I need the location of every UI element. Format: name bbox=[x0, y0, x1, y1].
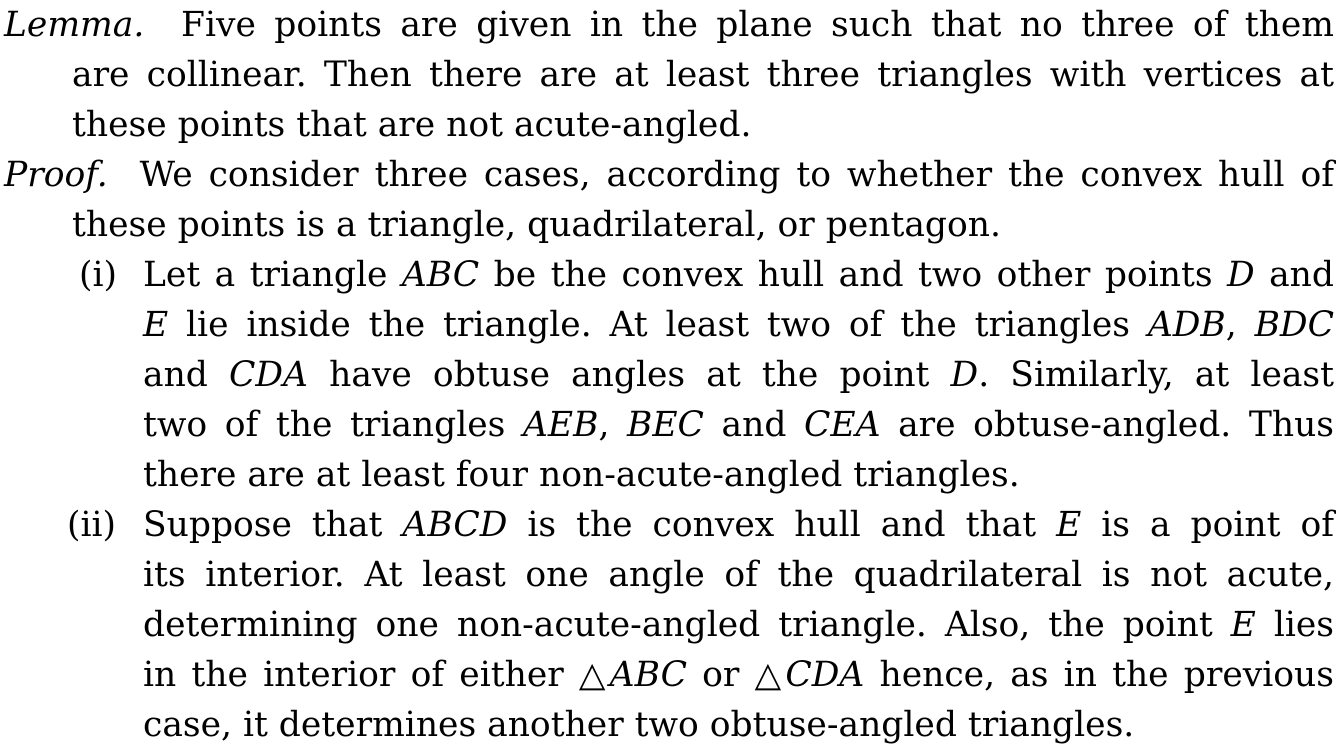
proof-text-1: We consider three cases, according to whether the convex hull of bbox=[139, 155, 1334, 195]
case-ii-text: or bbox=[686, 655, 755, 695]
case-i-text: there are at least four non-acute-angled triangles. bbox=[143, 455, 1020, 495]
case-ii-text: is a point of bbox=[1081, 505, 1334, 545]
case-i-text: and bbox=[703, 405, 804, 445]
case-i-text: lie inside the triangle. At least two of the triangles bbox=[168, 305, 1148, 345]
lemma-line-2 bbox=[72, 50, 1334, 100]
math-adb: ADB bbox=[1147, 305, 1226, 345]
case-i-text: two of the triangles bbox=[143, 405, 523, 445]
triangle-symbol: △ bbox=[754, 655, 786, 695]
proof-text-2: these points is a triangle, quadrilateral, or pentagon. bbox=[72, 205, 1001, 245]
case-ii-line-3 bbox=[143, 600, 1334, 650]
math-abc: ABC bbox=[609, 655, 687, 695]
lemma-line-1 bbox=[4, 0, 1334, 50]
math-e: E bbox=[143, 305, 169, 345]
case-i-label: (i) bbox=[79, 255, 117, 295]
case-ii-label: (ii) bbox=[67, 505, 116, 545]
case-ii-text: lies bbox=[1255, 605, 1335, 645]
case-i-text: have obtuse angles at the point bbox=[307, 355, 951, 395]
case-i-line-5 bbox=[143, 450, 1334, 500]
case-i-line-2 bbox=[143, 300, 1334, 350]
case-i-text: Let a triangle bbox=[143, 255, 402, 295]
case-i-text: , bbox=[1225, 305, 1255, 345]
proof-line-1 bbox=[4, 150, 1334, 200]
case-i-line-1 bbox=[143, 250, 1334, 300]
case-ii-line-2 bbox=[143, 550, 1334, 600]
math-aeb: AEB bbox=[522, 405, 599, 445]
case-i-text: . Similarly, at least bbox=[978, 355, 1334, 395]
case-i-text: be the convex hull and two other points bbox=[479, 255, 1227, 295]
case-ii-line-5 bbox=[143, 700, 1334, 750]
lemma-text-1: Five points are given in the plane such that no three of them bbox=[181, 5, 1335, 45]
case-i-line-3 bbox=[143, 350, 1334, 400]
math-abcd: ABCD bbox=[402, 505, 508, 545]
case-i-text: and bbox=[1254, 255, 1334, 295]
math-cea: CEA bbox=[804, 405, 881, 445]
case-ii-text: its interior. At least one angle of the quadrilateral is not acute, bbox=[143, 555, 1334, 595]
case-ii-text: hence, as in the previous bbox=[864, 655, 1334, 695]
case-ii-text: determining one non-acute-angled triangle. Also, the point bbox=[143, 605, 1231, 645]
case-i-text: , bbox=[598, 405, 627, 445]
case-ii-line-1 bbox=[143, 500, 1334, 550]
case-i-line-4 bbox=[143, 400, 1334, 450]
math-d: D bbox=[950, 355, 979, 395]
case-ii-text: Suppose that bbox=[143, 505, 403, 545]
math-cda: CDA bbox=[229, 355, 308, 395]
case-ii-text: in the interior of either bbox=[143, 655, 579, 695]
math-abc: ABC bbox=[401, 255, 480, 295]
case-ii-line-4 bbox=[143, 650, 1334, 700]
lemma-label: Lemma. bbox=[4, 5, 145, 45]
math-e: E bbox=[1056, 505, 1082, 545]
lemma-text-2: are collinear. Then there are at least three triangles with vertices at bbox=[72, 55, 1334, 95]
proof-label: Proof. bbox=[4, 155, 108, 195]
triangle-symbol: △ bbox=[578, 655, 610, 695]
math-bdc: BDC bbox=[1254, 305, 1334, 345]
case-i-text: are obtuse-angled. Thus bbox=[880, 405, 1334, 445]
math-bec: BEC bbox=[627, 405, 704, 445]
proof-line-2 bbox=[72, 200, 1334, 250]
math-cda: CDA bbox=[785, 655, 865, 695]
case-i-text: and bbox=[143, 355, 229, 395]
math-e: E bbox=[1230, 605, 1256, 645]
lemma-text-3: these points that are not acute-angled. bbox=[72, 105, 752, 145]
case-ii-text: case, it determines another two obtuse-angled triangles. bbox=[143, 705, 1135, 745]
math-d: D bbox=[1226, 255, 1255, 295]
case-ii-text: is the convex hull and that bbox=[507, 505, 1057, 545]
lemma-line-3 bbox=[72, 100, 1334, 150]
